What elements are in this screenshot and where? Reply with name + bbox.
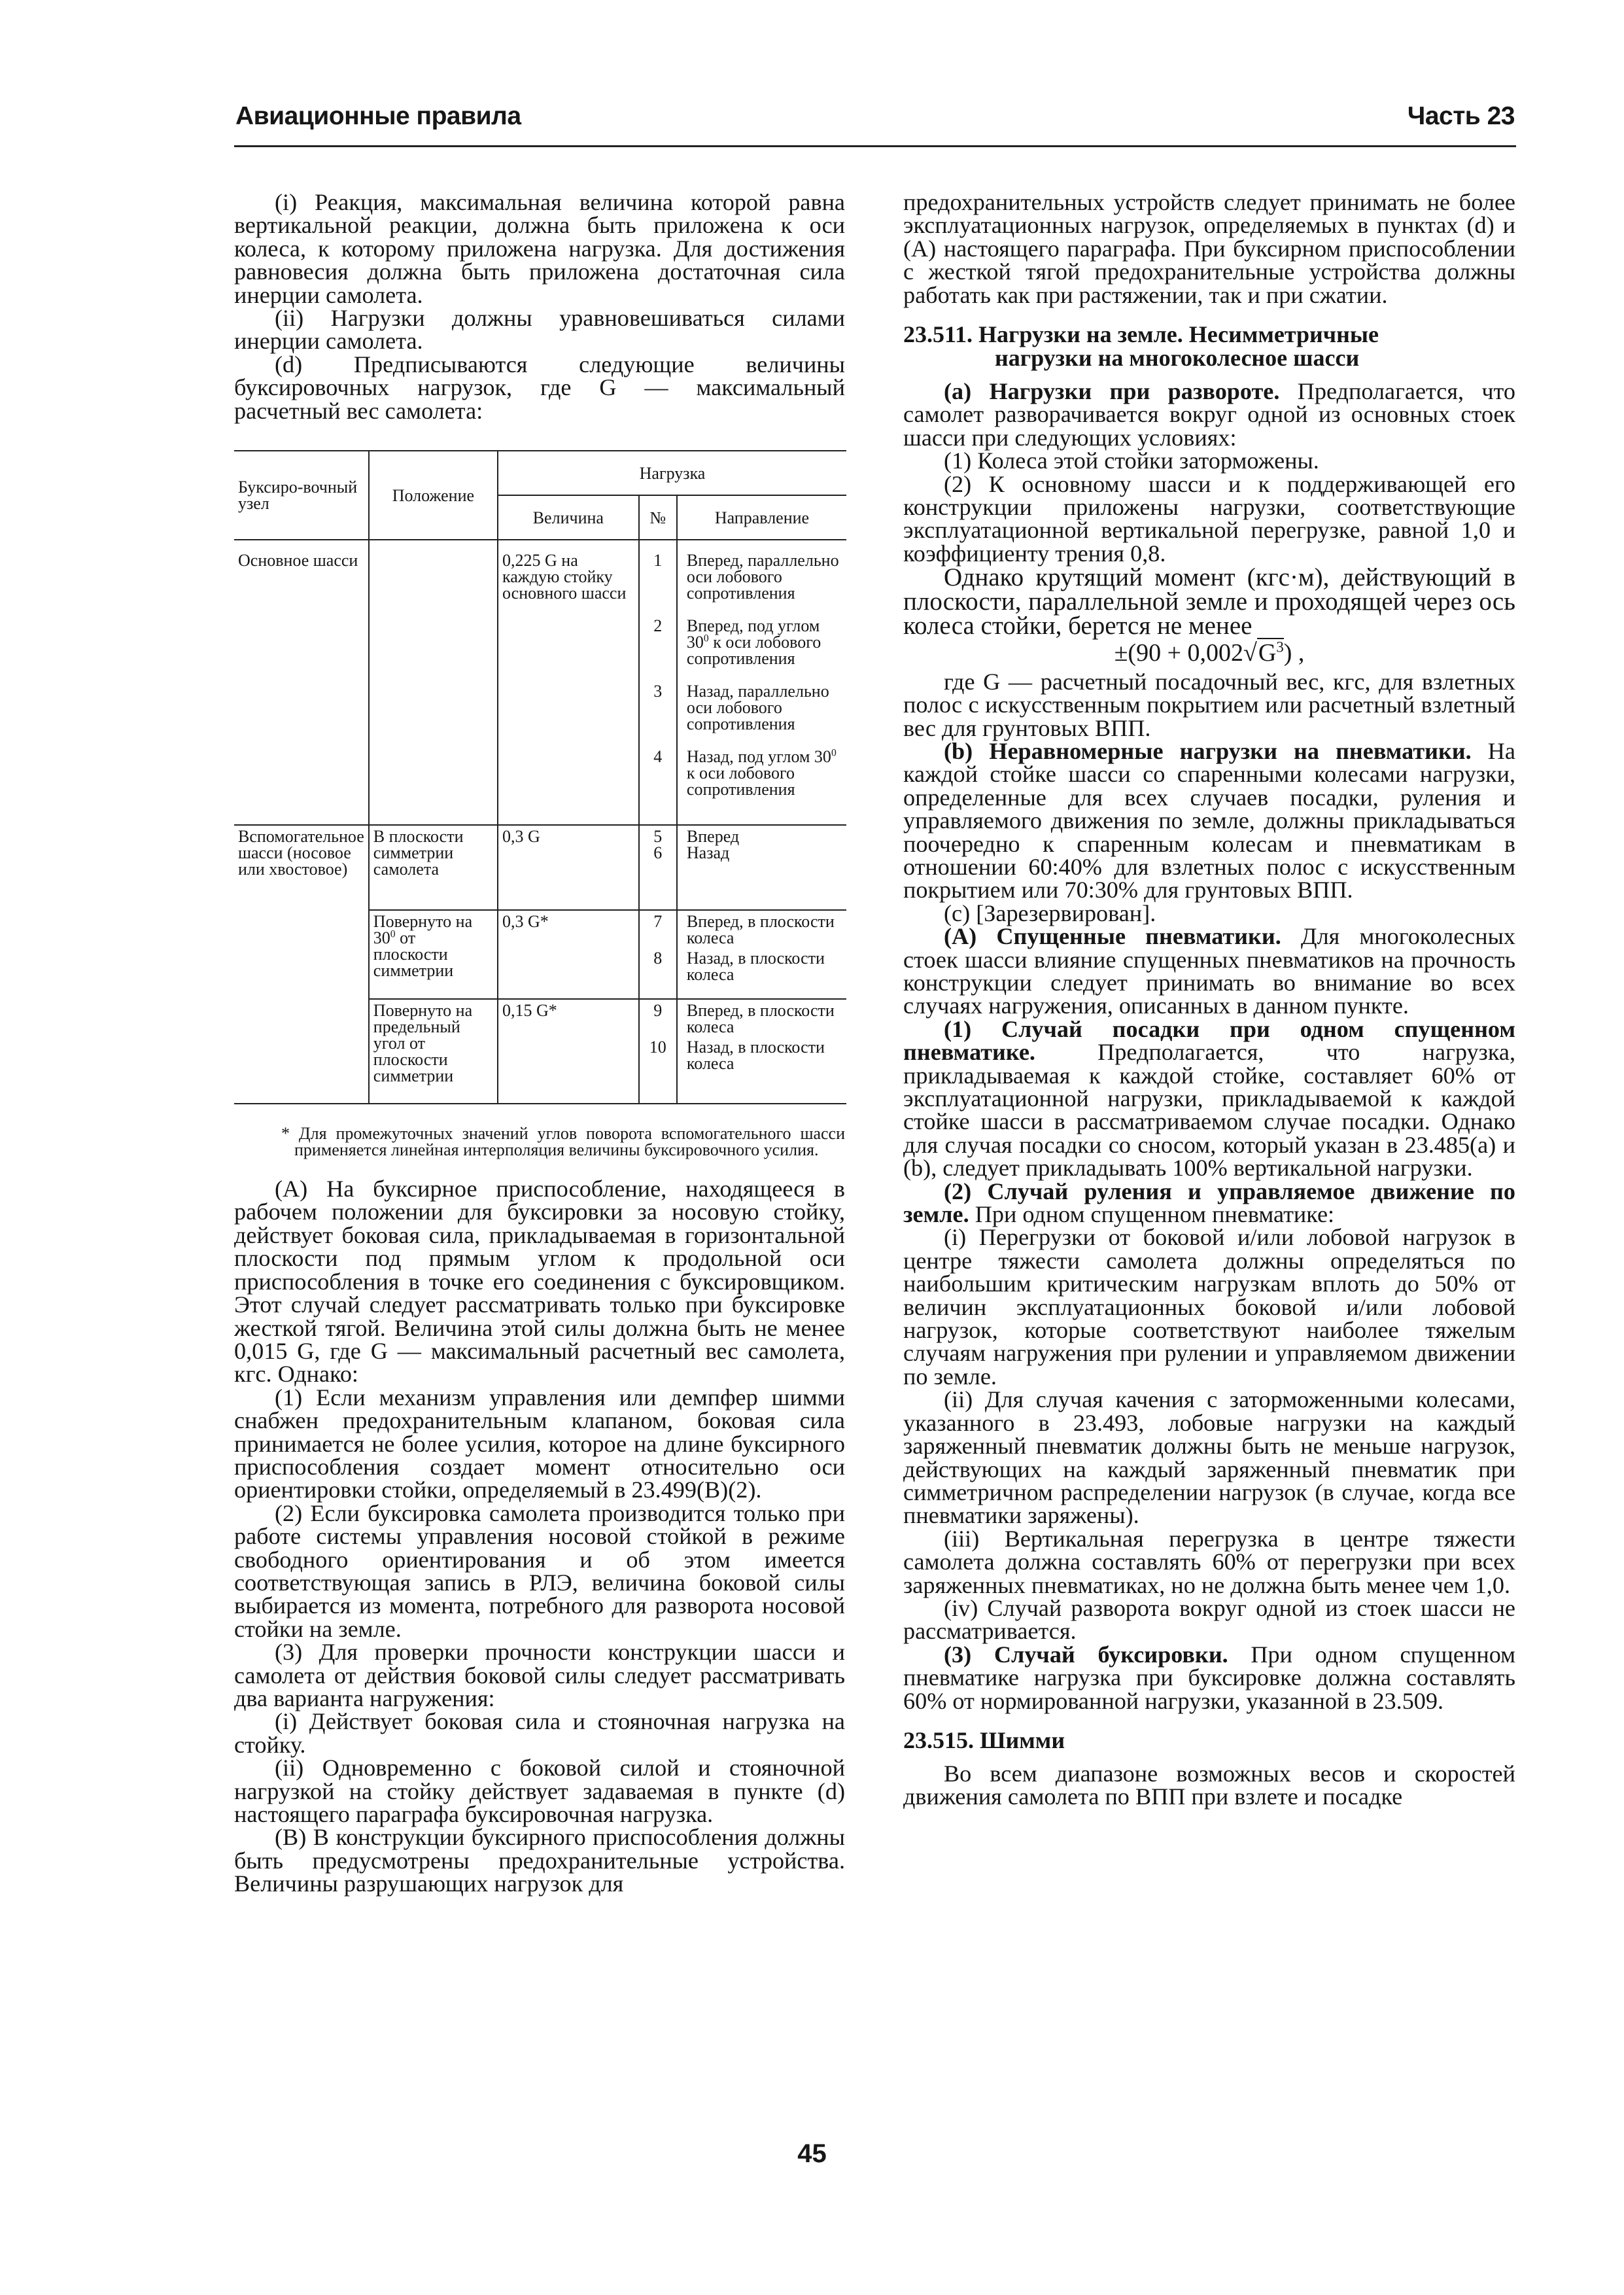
paragraph: (3) Случай буксировки. При одном спущенном пневматике нагрузка при буксировке должна составлять 60% от нормированной нагрузки, указанной в 23.509. — [903, 1641, 1515, 1714]
direction: Назад — [686, 843, 730, 863]
paragraph: (2) Если буксировка самолета производится только при работе системы управления носовой стойкой в режиме свободного ориентирования и об этом имеется соответствующая запись в РЛЭ, величина боковой силы выбирается из момента, потребного для разворота носовой стойки на земле. — [234, 1499, 845, 1642]
th-position: Положение — [369, 451, 498, 540]
section-heading-23-515: 23.515. Шимми — [903, 1726, 1065, 1753]
cell-position: Повернуто на предельный угол от плоскости симметрии — [369, 999, 498, 1104]
row-number: 6 — [653, 843, 663, 863]
paragraph: (i) Действует боковая сила и стояночная нагрузка на стойку. — [234, 1708, 845, 1758]
paragraph: (c) [Зарезервирован]. — [944, 900, 1156, 926]
paragraph: (iii) Вертикальная перегрузка в центре тяжести самолета должна составлять 60% от перегрузки при всех заряженных пневматиках, но не должна быть менее чем 1,0. — [903, 1525, 1515, 1598]
th-direction: Направление — [677, 495, 846, 540]
direction: Вперед — [686, 827, 740, 847]
cell-magnitude: 0,15 G* — [498, 999, 639, 1104]
paragraph: (d) Предписываются следующие величины буксировочных нагрузок, где G — максимальный расчетный вес самолета: — [234, 351, 845, 424]
row-number: 8 — [653, 949, 663, 968]
cell-numbers — [639, 910, 677, 999]
row-number: 5 — [653, 827, 663, 847]
row-number: 7 — [653, 912, 663, 932]
header-title: Авиационные правила — [235, 102, 521, 130]
towing-loads-table — [234, 450, 846, 1104]
cell-numbers — [639, 825, 677, 910]
cell-directions — [677, 825, 846, 910]
cell-unit: Вспомогательное шасси (носовое или хвостовое) — [234, 825, 369, 1104]
paragraph: (ii) Для случая качения с заторможенными колесами, указанного в 23.493, лобовые нагрузки на каждый заряженный пневматик должны быть не меньше нагрузок, действующих на каждый заряженный пневматик при симметричном распределении нагрузок (в случае, когда все пневматики заряжены). — [903, 1386, 1515, 1529]
direction: Вперед, в плоскости колеса — [686, 912, 835, 948]
paragraph: (1) Если механизм управления или демпфер шимми снабжен предохранительным клапаном, боковая сила принимается не более усилия, которое на длине буксирного приспособления создает момент относительно оси ориентировки стойки, определяемый в 23.499(B)(2). — [234, 1384, 845, 1503]
table-footnote: * Для промежуточных значений углов поворота вспомогательного шасси применяется линейная интерполяция величины буксировочного усилия. — [281, 1124, 845, 1160]
cell-numbers — [639, 999, 677, 1104]
header-part: Часть 23 — [1407, 102, 1515, 130]
paragraph: Однако крутящий момент (кгс·м), действующий в плоскости, параллельной земле и проходящей через ось колеса стойки, берется не менее — [903, 563, 1515, 640]
running-header — [234, 98, 1516, 147]
cell-magnitude: 0,3 G* — [498, 910, 639, 999]
paragraph: (ii) Одновременно с боковой силой и стояночной нагрузкой на стойку действует задаваемая в пункте (d) настоящего параграфа буксировочная нагрузка. — [234, 1755, 845, 1828]
direction: Вперед, под углом $30^0$ к оси лобового сопротивления — [686, 616, 821, 669]
paragraph: (i) Реакция, максимальная величина которой равна вертикальной реакции, должна быть приложена к оси колеса, к которому приложена нагрузка. Для достижения равновесия должна быть приложена достаточная сила инерции самолета. — [234, 189, 845, 308]
paragraph: (2) Случай руления и управляемое движение по земле. При одном спущенном пневматике: — [903, 1178, 1515, 1228]
direction: Назад, параллельно оси лобового сопротивления — [686, 682, 829, 734]
paragraph: (2) К основному шасси и к поддерживающей его конструкции приложены нагрузки, соответствующие эксплуатационной вертикальной перегрузке, равной 1,0 и коэффициенту трения 0,8. — [903, 470, 1515, 567]
direction: Назад, под углом $30^0$ к оси лобового сопротивления — [686, 747, 837, 799]
row-number: 9 — [653, 1001, 663, 1021]
table-row — [234, 540, 846, 825]
row-number: 10 — [649, 1038, 666, 1057]
cell-position — [369, 540, 498, 825]
section-heading-23-511: 23.511. Нагрузки на земле. Несимметричные нагрузки на многоколесное шасси — [903, 321, 1379, 372]
paragraph: Во всем диапазоне возможных весов и скоростей движения самолета по ВПП при взлете и посадке — [903, 1760, 1515, 1810]
page-number: 45 — [797, 2139, 827, 2168]
right-column — [903, 191, 1515, 1809]
paragraph: (1) Колеса этой стойки заторможены. — [944, 447, 1319, 474]
cell-directions — [677, 910, 846, 999]
left-column — [234, 191, 845, 1896]
direction: Назад, в плоскости колеса — [686, 1038, 825, 1074]
paragraph: предохранительных устройств следует принимать не более эксплуатационных нагрузок, определяемых в пунктах (d) и (A) настоящего параграфа. При буксирном приспособлении с жесткой тягой предохранительные устройства должны работать как при растяжении, так и при сжатии. — [903, 189, 1515, 308]
torque-formula: $\pm(90 + 0,002√G^3)$ , — [1114, 639, 1305, 667]
row-number: 3 — [653, 682, 663, 701]
direction: Вперед, в плоскости колеса — [686, 1001, 835, 1037]
paragraph: (B) В конструкции буксирного приспособления должны быть предусмотрены предохранительные устройства. Величины разрушающих нагрузок для — [234, 1824, 845, 1897]
row-number: 1 — [653, 551, 663, 570]
direction: Назад, в плоскости колеса — [686, 949, 825, 985]
cell-numbers — [639, 540, 677, 825]
cell-position: В плоскости симметрии самолета — [369, 825, 498, 910]
paragraph: (b) Неравномерные нагрузки на пневматики. На каждой стойке шасси со спаренными колесами нагрузки, определенные для всех случаев посадки, руления и управляемого движения по земле, должны прикладываться поочередно к спаренным колесам и пневматикам в отношении 60:40% для взлетных полос с искусственным покрытием или 70:30% для грунтовых ВПП. — [903, 737, 1515, 903]
th-number: № — [639, 495, 677, 540]
row-number: 2 — [653, 616, 663, 636]
paragraph: (A) На буксирное приспособление, находящееся в рабочем положении для буксировки за носовую стойку, действует боковая сила, прикладываемая в горизонтальной плоскости под прямым углом к продольной оси приспособления в точке его соединения с буксировщиком. Этот случай следует рассматривать только при буксировке жесткой тягой. Величина этой силы должна быть не менее 0,015 G, где G — максимальный расчетный вес самолета, кгс. Однако: — [234, 1176, 845, 1388]
table-row — [234, 825, 846, 910]
cell-unit: Основное шасси — [234, 540, 369, 825]
paragraph: (3) Для проверки прочности конструкции шасси и самолета от действия боковой силы следует рассматривать два варианта нагружения: — [234, 1639, 845, 1711]
paragraph: (a) Нагрузки при развороте. Предполагается, что самолет разворачивается вокруг одной из основных стоек шасси при следующих условиях: — [903, 378, 1515, 451]
cell-magnitude: 0,3 G — [498, 825, 639, 910]
cell-magnitude: 0,225 G на каждую стойку основного шасси — [498, 540, 639, 825]
direction: Вперед, параллельно оси лобового сопротивления — [686, 551, 839, 603]
paragraph: (i) Перегрузки от боковой и/или лобовой нагрузок в центре тяжести самолета должны определяться по наибольшим критическим нагрузкам вплоть до 50% от величин эксплуатационных боковой и/или лобовой нагрузок, которые соответствуют наиболее тяжелым случаям нагружения при рулении и управляемом движении по земле. — [903, 1224, 1515, 1390]
paragraph: (A) Спущенные пневматики. Для многоколесных стоек шасси влияние спущенных пневматиков на прочность конструкции следует принимать во внимание во всех случаях нагружения, описанных в данном пункте. — [903, 923, 1515, 1019]
paragraph: (ii) Нагрузки должны уравновешиваться силами инерции самолета. — [234, 305, 845, 355]
cell-position: Повернуто на $30^0$ от плоскости симметрии — [369, 910, 498, 999]
paragraph: (1) Случай посадки при одном спущенном пневматике. Предполагается, что нагрузка, прикладываемая к каждой стойке, составляет 60% от эксплуатационной нагрузки, прикладываемой к каждой стойке шасси в рассматриваемом случае посадки. Однако для случая посадки со сносом, который указан в 23.485(a) и (b), следует прикладывать 100% вертикальной нагрузки. — [903, 1015, 1515, 1182]
paragraph: (iv) Случай разворота вокруг одной из стоек шасси не рассматривается. — [903, 1594, 1515, 1645]
paragraph: где G — расчетный посадочный вес, кгс, для взлетных полос с искусственным покрытием или расчетный взлетный вес для грунтовых ВПП. — [903, 668, 1515, 741]
th-magnitude: Величина — [498, 495, 639, 540]
th-load: Нагрузка — [498, 451, 846, 495]
row-number: 4 — [653, 747, 663, 767]
cell-directions — [677, 540, 846, 825]
th-unit: Буксиро-вочный узел — [234, 451, 369, 540]
cell-directions — [677, 999, 846, 1104]
